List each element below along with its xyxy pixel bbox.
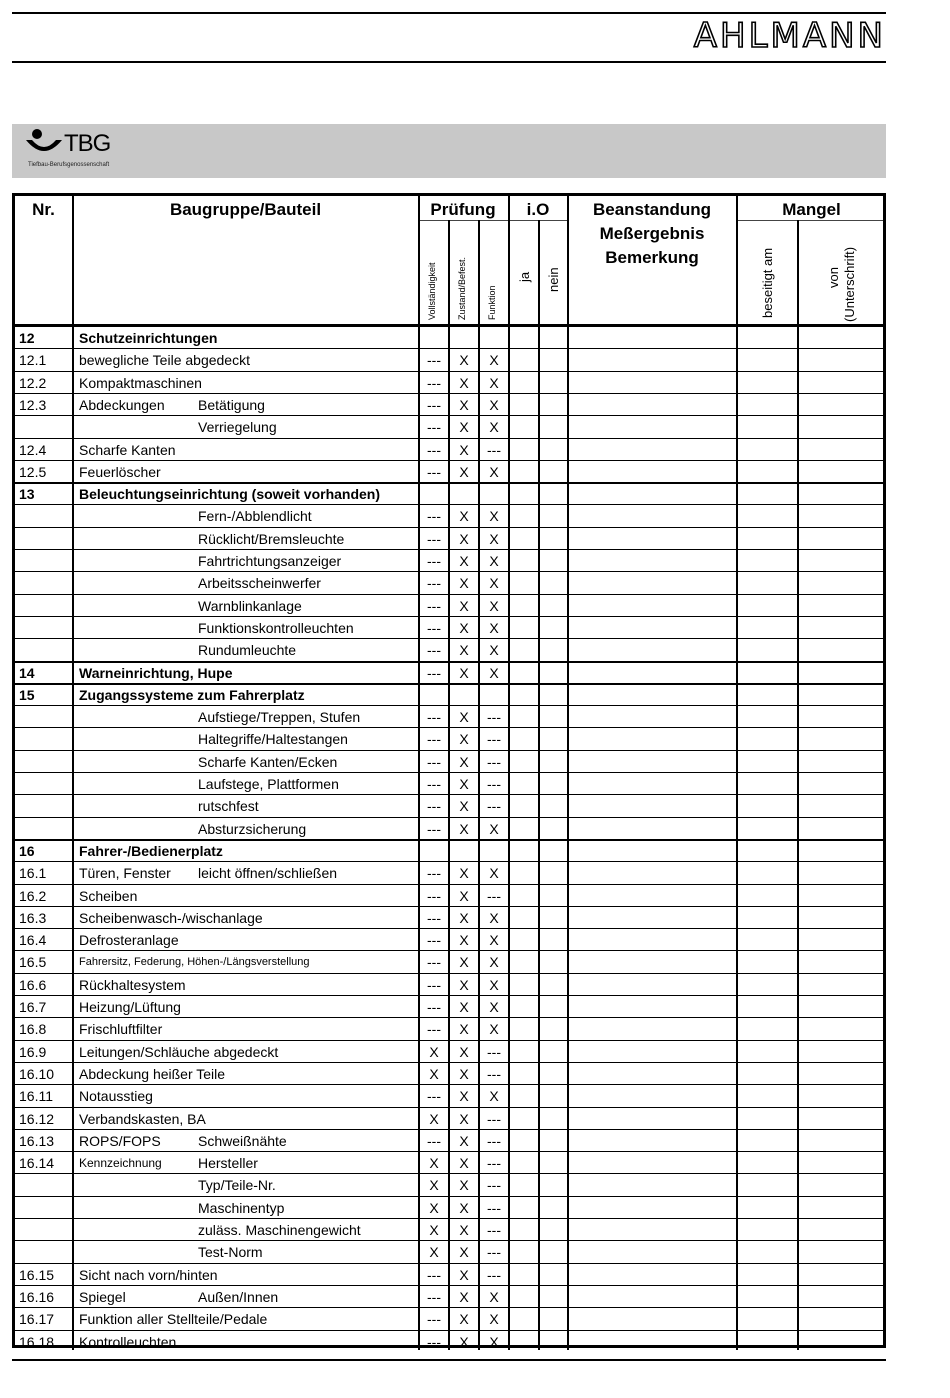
row-component: Scheiben	[79, 887, 138, 904]
row-component: Zugangssysteme zum Fahrerplatz	[79, 686, 305, 703]
check-vollstaendigkeit: ---	[427, 597, 441, 614]
header-rule	[12, 61, 886, 63]
check-zustand: X	[459, 374, 469, 391]
check-vollstaendigkeit: ---	[427, 1333, 441, 1350]
row-number: 16.17	[19, 1311, 55, 1328]
row-component: Schutzeinrichtungen	[79, 330, 218, 346]
check-zustand: X	[459, 352, 469, 369]
row-component: Verbandskasten, BA	[79, 1110, 206, 1127]
row-line	[15, 1218, 883, 1219]
row-line	[15, 415, 883, 416]
row-line	[15, 861, 883, 862]
row-component: Kompaktmaschinen	[79, 374, 202, 391]
row-component: ROPS/FOPS	[79, 1132, 161, 1149]
row-line	[15, 504, 883, 505]
check-zustand: X	[459, 1065, 469, 1082]
check-vollstaendigkeit: ---	[427, 374, 441, 391]
row-number: 16.11	[19, 1088, 53, 1105]
row-number: 16.15	[19, 1266, 55, 1283]
check-zustand: X	[459, 954, 469, 971]
check-zustand: X	[459, 1222, 469, 1238]
row-line	[15, 371, 883, 372]
check-zustand: X	[459, 709, 469, 726]
row-detail: Test-Norm	[198, 1244, 263, 1261]
check-zustand: X	[459, 441, 469, 458]
row-component: Defrosteranlage	[79, 932, 179, 949]
check-vollstaendigkeit: ---	[427, 1132, 441, 1149]
row-line	[15, 772, 883, 773]
row-component: Fahrersitz, Federung, Höhen-/Längsverstellung	[79, 956, 310, 969]
check-vollstaendigkeit: X	[429, 1043, 439, 1060]
check-zustand: X	[459, 642, 469, 659]
check-vollstaendigkeit: ---	[427, 776, 441, 792]
row-component: Heizung/Lüftung	[79, 999, 181, 1015]
top-rule	[12, 12, 886, 14]
row-line	[15, 1263, 883, 1264]
check-zustand: X	[459, 1088, 469, 1105]
row-detail: rutschfest	[198, 798, 259, 815]
check-vollstaendigkeit: ---	[427, 619, 441, 636]
row-line	[15, 348, 883, 349]
check-funktion: ---	[487, 1065, 501, 1082]
row-line	[15, 1151, 883, 1152]
check-zustand: X	[459, 820, 469, 837]
check-zustand: X	[459, 1021, 469, 1038]
row-component: Türen, Fenster	[79, 865, 171, 882]
tbg-emblem-icon	[26, 128, 62, 160]
check-vollstaendigkeit: ---	[427, 396, 441, 413]
check-vollstaendigkeit: ---	[427, 530, 441, 547]
check-zustand: X	[459, 1333, 469, 1350]
check-funktion: X	[489, 865, 499, 882]
row-component: Abdeckungen	[79, 396, 165, 413]
check-vollstaendigkeit: ---	[427, 553, 441, 569]
check-zustand: X	[459, 508, 469, 525]
check-zustand: X	[459, 1110, 469, 1127]
logo-subtitle: Tiefbau-Berufsgenossenschaft	[28, 162, 110, 168]
row-detail: Scharfe Kanten/Ecken	[198, 753, 338, 770]
check-vollstaendigkeit: X	[429, 1244, 439, 1261]
row-detail: Fern-/Abblendlicht	[198, 508, 312, 525]
footer-rule	[12, 1359, 886, 1361]
row-detail: Betätigung	[198, 396, 265, 413]
check-funktion: ---	[487, 731, 501, 748]
check-zustand: X	[459, 1177, 469, 1194]
header-unterschrift: (Unterschrift)	[842, 246, 857, 322]
check-vollstaendigkeit: ---	[427, 664, 441, 681]
check-funktion: X	[489, 619, 499, 636]
check-funktion: X	[489, 932, 499, 949]
check-zustand: X	[459, 1244, 469, 1261]
row-detail: Rundumleuchte	[198, 642, 297, 659]
row-line	[15, 438, 883, 439]
row-component: bewegliche Teile abgedeckt	[79, 352, 250, 369]
check-vollstaendigkeit: ---	[427, 753, 441, 770]
check-funktion: X	[489, 999, 499, 1015]
check-vollstaendigkeit: ---	[427, 909, 441, 926]
header-ja: ja	[517, 271, 532, 282]
check-vollstaendigkeit: ---	[427, 820, 441, 837]
column-line	[538, 220, 540, 1350]
check-zustand: X	[459, 1132, 469, 1149]
row-detail: Aufstiege/Treppen, Stufen	[198, 709, 361, 726]
row-number: 16.10	[19, 1065, 55, 1082]
mangel-subline	[736, 220, 883, 221]
row-line	[15, 839, 883, 841]
row-line	[15, 1017, 883, 1018]
row-detail: Laufstege, Plattformen	[198, 776, 339, 792]
check-funktion: ---	[487, 1199, 501, 1216]
check-vollstaendigkeit: ---	[427, 508, 441, 525]
row-line	[15, 1307, 883, 1308]
row-line	[15, 973, 883, 974]
header-zustand: Zustand/Befest.	[457, 256, 467, 320]
check-funktion: ---	[487, 776, 501, 792]
check-vollstaendigkeit: ---	[427, 1311, 441, 1328]
row-number: 16.7	[19, 999, 47, 1015]
row-line	[15, 750, 883, 751]
row-number: 12.1	[19, 352, 47, 369]
row-component: Warneinrichtung, Hupe	[79, 664, 233, 681]
check-vollstaendigkeit: X	[429, 1222, 439, 1238]
check-funktion: X	[489, 1333, 499, 1350]
row-detail: Außen/Innen	[198, 1288, 279, 1305]
check-zustand: X	[459, 419, 469, 436]
check-vollstaendigkeit: ---	[427, 976, 441, 993]
row-line	[15, 884, 883, 885]
row-component: Kennzeichnung	[79, 1156, 162, 1171]
check-funktion: X	[489, 954, 499, 971]
check-funktion: X	[489, 419, 499, 436]
row-line	[15, 571, 883, 572]
check-funktion: X	[489, 664, 499, 681]
row-line	[15, 995, 883, 996]
brand-logo-text: AHLMANN	[693, 16, 886, 56]
check-funktion: X	[489, 396, 499, 413]
header-beanstandung: Beanstandung	[592, 200, 712, 219]
check-funktion: X	[489, 976, 499, 993]
row-component: Abdeckung heißer Teile	[79, 1065, 226, 1082]
check-zustand: X	[459, 1288, 469, 1305]
row-component: Beleuchtungseinrichtung (soweit vorhanden)	[79, 486, 381, 503]
row-line	[15, 906, 883, 907]
check-funktion: X	[489, 1311, 499, 1328]
row-number: 12.3	[19, 396, 47, 413]
check-zustand: X	[459, 1311, 469, 1328]
row-detail: Haltegriffe/Haltestangen	[198, 731, 348, 748]
check-zustand: X	[459, 909, 469, 926]
row-detail: Verriegelung	[198, 419, 277, 436]
check-funktion: ---	[487, 798, 501, 815]
check-funktion: ---	[487, 1110, 501, 1127]
check-funktion: X	[489, 530, 499, 547]
check-vollstaendigkeit: ---	[427, 1288, 441, 1305]
check-funktion: X	[489, 463, 499, 480]
row-detail: Hersteller	[198, 1155, 258, 1172]
row-number: 16.13	[19, 1132, 55, 1149]
check-funktion: X	[489, 820, 499, 837]
row-detail: Fahrtrichtungsanzeiger	[198, 553, 342, 569]
pruefung-subline	[418, 220, 508, 221]
row-line	[15, 482, 883, 484]
check-vollstaendigkeit: ---	[427, 932, 441, 949]
check-vollstaendigkeit: X	[429, 1177, 439, 1194]
row-line	[15, 817, 883, 818]
check-funktion: ---	[487, 1222, 501, 1238]
row-component: Notausstieg	[79, 1088, 153, 1105]
tbg-logo	[26, 128, 146, 176]
check-funktion: ---	[487, 1177, 501, 1194]
row-detail: leicht öffnen/schließen	[198, 865, 338, 882]
row-line	[15, 950, 883, 951]
row-line	[15, 638, 883, 639]
check-zustand: X	[459, 597, 469, 614]
check-vollstaendigkeit: ---	[427, 441, 441, 458]
row-number: 16.9	[19, 1043, 47, 1060]
row-number: 12.5	[19, 463, 47, 480]
check-zustand: X	[459, 664, 469, 681]
row-line	[15, 1062, 883, 1063]
check-funktion: ---	[487, 1266, 501, 1283]
check-zustand: X	[459, 999, 469, 1015]
header-io: i.O	[526, 200, 550, 219]
check-vollstaendigkeit: ---	[427, 731, 441, 748]
row-line	[15, 727, 883, 728]
check-zustand: X	[459, 1043, 469, 1060]
row-line	[15, 794, 883, 795]
check-vollstaendigkeit: ---	[427, 999, 441, 1015]
row-number: 13	[19, 486, 35, 503]
check-funktion: X	[489, 352, 499, 369]
check-funktion: ---	[487, 1155, 501, 1172]
row-line	[15, 1196, 883, 1197]
check-zustand: X	[459, 887, 469, 904]
row-line	[15, 393, 883, 394]
header-baugruppe: Baugruppe/Bauteil	[169, 200, 322, 219]
check-funktion: X	[489, 1288, 499, 1305]
header-messergebnis: Meßergebnis	[599, 224, 705, 243]
row-line	[15, 1285, 883, 1286]
row-line	[15, 1129, 883, 1130]
header-von: von	[826, 267, 841, 288]
check-vollstaendigkeit: ---	[427, 463, 441, 480]
check-zustand: X	[459, 731, 469, 748]
check-vollstaendigkeit: X	[429, 1155, 439, 1172]
header-pruefung: Prüfung	[430, 200, 496, 219]
check-zustand: X	[459, 976, 469, 993]
check-vollstaendigkeit: X	[429, 1110, 439, 1127]
check-vollstaendigkeit: ---	[427, 1266, 441, 1283]
check-vollstaendigkeit: ---	[427, 352, 441, 369]
row-number: 16.2	[19, 887, 47, 904]
check-zustand: X	[459, 553, 469, 569]
row-number: 12.2	[19, 374, 47, 391]
header-nr: Nr.	[32, 200, 55, 219]
row-number: 16.6	[19, 976, 47, 993]
header-bemerkung: Bemerkung	[605, 248, 699, 267]
check-zustand: X	[459, 932, 469, 949]
row-line	[15, 661, 883, 663]
row-line	[15, 1040, 883, 1041]
check-zustand: X	[459, 1266, 469, 1283]
check-funktion: X	[489, 508, 499, 525]
row-number: 12.4	[19, 441, 47, 458]
check-funktion: X	[489, 1088, 499, 1105]
header-vollstaendigkeit: Vollständigkeit	[427, 262, 437, 320]
row-component: Scharfe Kanten	[79, 441, 176, 458]
row-detail: Arbeitsscheinwerfer	[198, 575, 321, 592]
check-funktion: ---	[487, 709, 501, 726]
check-vollstaendigkeit: ---	[427, 887, 441, 904]
row-component: Spiegel	[79, 1288, 126, 1305]
row-number: 16.8	[19, 1021, 47, 1038]
check-funktion: ---	[487, 1043, 501, 1060]
row-line	[15, 683, 883, 685]
row-line	[15, 705, 883, 706]
check-zustand: X	[459, 530, 469, 547]
row-component: Fahrer-/Bedienerplatz	[79, 842, 223, 859]
row-component: Rückhaltesystem	[79, 976, 186, 993]
row-number: 16.5	[19, 954, 47, 971]
check-funktion: ---	[487, 1132, 501, 1149]
row-detail: Funktionskontrolleuchten	[198, 619, 354, 636]
row-number: 16.3	[19, 909, 47, 926]
check-zustand: X	[459, 575, 469, 592]
check-vollstaendigkeit: X	[429, 1199, 439, 1216]
row-line	[15, 1084, 883, 1085]
row-line	[15, 1173, 883, 1174]
check-funktion: ---	[487, 753, 501, 770]
row-component: Frischluftfilter	[79, 1021, 163, 1038]
check-zustand: X	[459, 619, 469, 636]
row-line	[15, 1330, 883, 1331]
row-component: Scheibenwasch-/wischanlage	[79, 909, 263, 926]
row-line	[15, 1240, 883, 1241]
row-detail: Schweißnähte	[198, 1132, 287, 1149]
row-number: 16.14	[19, 1155, 55, 1172]
check-vollstaendigkeit: X	[429, 1065, 439, 1082]
row-number: 12	[19, 330, 35, 346]
row-line	[15, 549, 883, 550]
check-vollstaendigkeit: ---	[427, 1088, 441, 1105]
check-funktion: ---	[487, 441, 501, 458]
row-detail: Rücklicht/Bremsleuchte	[198, 530, 345, 547]
check-vollstaendigkeit: ---	[427, 642, 441, 659]
row-number: 14	[19, 664, 35, 681]
row-detail: Warnblinkanlage	[198, 597, 302, 614]
row-number: 16.12	[19, 1110, 55, 1127]
row-component: Feuerlöscher	[79, 463, 161, 480]
check-funktion: X	[489, 597, 499, 614]
check-funktion: X	[489, 553, 499, 569]
header-nein: nein	[546, 267, 561, 292]
row-number: 16.16	[19, 1288, 55, 1305]
check-zustand: X	[459, 776, 469, 792]
check-vollstaendigkeit: ---	[427, 419, 441, 436]
check-vollstaendigkeit: ---	[427, 575, 441, 592]
row-component: Leitungen/Schläuche abgedeckt	[79, 1043, 279, 1060]
row-line	[15, 527, 883, 528]
check-vollstaendigkeit: ---	[427, 798, 441, 815]
row-line	[15, 616, 883, 617]
check-zustand: X	[459, 753, 469, 770]
checklist-table	[12, 193, 886, 1348]
header-mangel: Mangel	[782, 200, 841, 219]
row-line	[15, 1107, 883, 1108]
check-zustand: X	[459, 396, 469, 413]
row-number: 16.1	[19, 865, 47, 882]
row-number: 15	[19, 686, 35, 703]
row-component: Sicht nach vorn/hinten	[79, 1266, 218, 1283]
row-number: 16	[19, 842, 35, 859]
header-funktion: Funktion	[487, 285, 497, 320]
check-zustand: X	[459, 1155, 469, 1172]
check-zustand: X	[459, 463, 469, 480]
row-component: Funktion aller Stellteile/Pedale	[79, 1311, 268, 1328]
check-vollstaendigkeit: ---	[427, 709, 441, 726]
row-component: Kontrolleuchten	[79, 1333, 177, 1350]
check-vollstaendigkeit: ---	[427, 954, 441, 971]
row-line	[15, 460, 883, 461]
row-number: 16.18	[19, 1333, 55, 1350]
check-funktion: X	[489, 642, 499, 659]
row-number: 16.4	[19, 932, 47, 949]
column-line	[797, 220, 799, 1350]
row-detail: zuläss. Maschinengewicht	[198, 1222, 361, 1238]
check-funktion: X	[489, 374, 499, 391]
check-zustand: X	[459, 1199, 469, 1216]
check-zustand: X	[459, 798, 469, 815]
row-detail: Maschinentyp	[198, 1199, 285, 1216]
check-vollstaendigkeit: ---	[427, 865, 441, 882]
check-funktion: X	[489, 1021, 499, 1038]
logo-name: TBG	[64, 130, 111, 157]
header-beseitigt: beseitigt am	[760, 247, 775, 318]
row-detail: Typ/Teile-Nr.	[198, 1177, 276, 1194]
row-detail: Absturzsicherung	[198, 820, 307, 837]
check-funktion: ---	[487, 1244, 501, 1261]
check-funktion: X	[489, 575, 499, 592]
check-funktion: ---	[487, 887, 501, 904]
row-line	[15, 928, 883, 929]
check-vollstaendigkeit: ---	[427, 1021, 441, 1038]
check-zustand: X	[459, 865, 469, 882]
row-line	[15, 594, 883, 595]
check-funktion: X	[489, 909, 499, 926]
